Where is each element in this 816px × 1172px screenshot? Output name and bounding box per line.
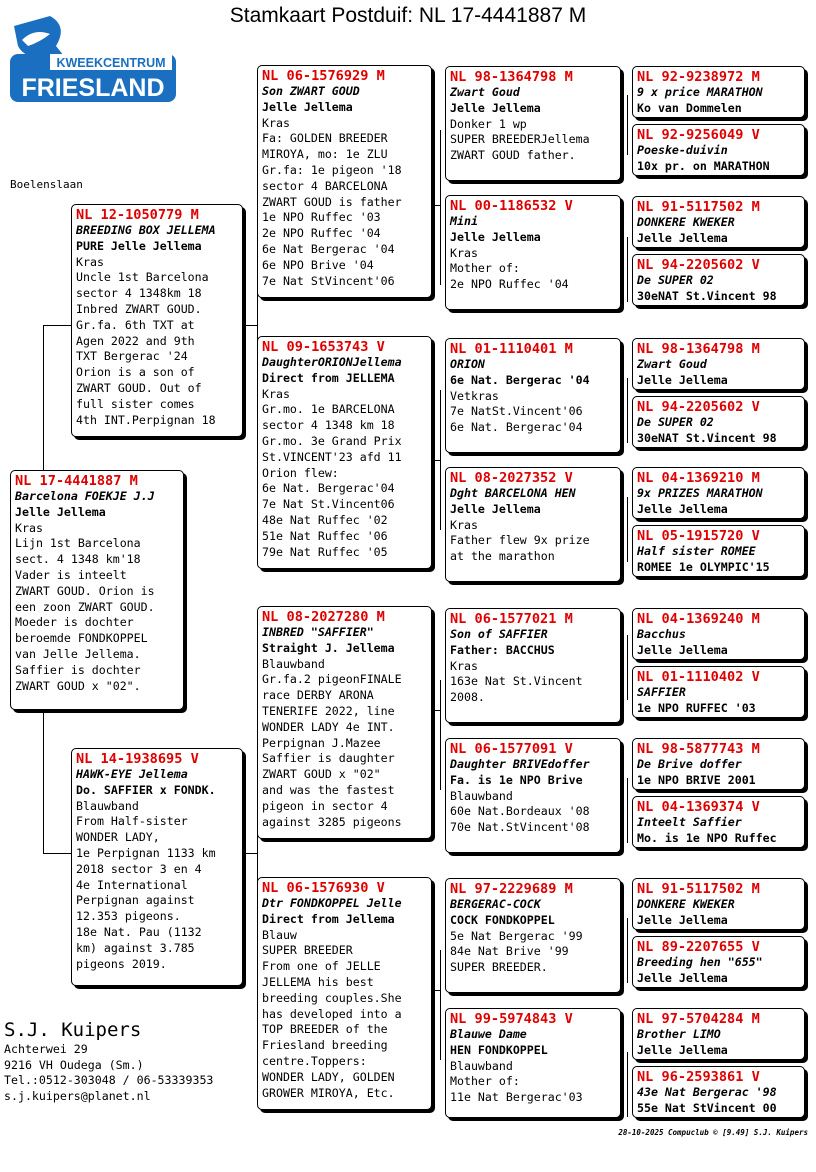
connector-line <box>440 390 441 530</box>
info-line: against 3285 pigeons <box>262 814 402 829</box>
pigeon-card-sire <box>71 204 243 437</box>
owner-address: Achterwei 29 <box>4 1042 88 1056</box>
logo-line1: KWEEKCENTRUM <box>56 56 166 70</box>
info-line: 2018 sector 3 en 4 <box>76 861 202 876</box>
pigeon-card-gen4-9 <box>632 608 805 660</box>
pigeon-breeder: 55e Nat StVincent 00 <box>637 1100 777 1115</box>
pigeon-breeder: Jelle Jellema <box>450 229 541 244</box>
pigeon-card-gen3-7 <box>445 878 621 993</box>
connector-line <box>432 205 440 206</box>
info-line: at the marathon <box>450 549 555 564</box>
pigeon-card-gen4-6 <box>632 396 805 448</box>
pigeon-card-gen2-4 <box>257 877 432 1110</box>
info-line: Gr.fa: 1e pigeon '18 <box>262 162 402 177</box>
ring-number: NL 96-2593861 V <box>637 1069 760 1085</box>
pigeon-card-gen4-13 <box>632 878 805 930</box>
pigeon-card-gen4-11 <box>632 738 805 790</box>
info-line: 6e Nat. Bergerac'04 <box>262 481 395 496</box>
info-line: Father flew 9x prize <box>450 533 590 548</box>
info-line: Saffier is dochter <box>15 662 141 677</box>
pigeon-breeder: COCK FONDKOPPEL <box>450 912 555 927</box>
info-line: Uncle 1st Barcelona <box>76 270 209 285</box>
info-line: Blauwband <box>450 1058 513 1073</box>
info-line: breeding couples.She <box>262 990 402 1005</box>
info-line: Moeder is dochter <box>15 615 134 630</box>
info-line: Inbred ZWART GOUD. <box>76 301 202 316</box>
info-line: 51e Nat Ruffec '06 <box>262 528 388 543</box>
info-line: Vader is inteelt <box>15 567 127 582</box>
info-line: 4e International <box>76 877 188 892</box>
pigeon-card-gen4-12 <box>632 796 805 848</box>
info-line: 48e Nat Ruffec '02 <box>262 512 388 527</box>
pigeon-breeder: Jelle Jellema <box>637 970 728 985</box>
pigeon-name: BERGERAC-COCK <box>450 897 541 911</box>
pigeon-name: Son of SAFFIER <box>450 627 548 641</box>
pigeon-card-gen4-14 <box>632 936 805 988</box>
pigeon-breeder: PURE Jelle Jellema <box>76 238 202 253</box>
info-line: Kras <box>262 386 290 401</box>
info-line: WONDER LADY 4e INT. <box>262 719 395 734</box>
info-line: Orion is a son of <box>76 365 195 380</box>
pigeon-name: Breeding hen "655" <box>637 955 763 969</box>
ring-number: NL 04-1369374 V <box>637 799 760 815</box>
info-line: WONDER LADY, GOLDEN <box>262 1069 395 1084</box>
ring-number: NL 01-1110402 V <box>637 669 760 685</box>
ring-number: NL 08-2027352 V <box>450 470 573 486</box>
connector-line <box>627 237 628 302</box>
pigeon-name: HAWK-EYE Jellema <box>76 767 188 781</box>
pigeon-name: Blauwe Dame <box>450 1027 527 1041</box>
info-line: Kras <box>76 254 104 269</box>
info-line: Kras <box>450 658 478 673</box>
info-line: MIROYA, mo: 1e ZLU <box>262 147 388 162</box>
connector-line <box>432 460 440 461</box>
ring-number: NL 91-5117502 M <box>637 199 760 215</box>
pigeon-card-gen4-4 <box>632 254 805 306</box>
ring-number: NL 06-1577021 M <box>450 611 573 627</box>
info-line: ZWART GOUD. Out of <box>76 380 202 395</box>
ring-number: NL 89-2207655 V <box>637 939 760 955</box>
pigeon-breeder: Jelle Jellema <box>637 642 728 657</box>
info-line: 4th INT.Perpignan 18 <box>76 412 216 427</box>
ring-number: NL 06-1576929 M <box>262 68 385 84</box>
connector-line <box>43 853 71 854</box>
pigeon-name: Mini <box>450 214 478 228</box>
info-line: race DERBY ARONA <box>262 688 374 703</box>
ring-number: NL 98-5877743 M <box>637 741 760 757</box>
info-line: 60e Nat.Bordeaux '08 <box>450 804 590 819</box>
pigeon-card-gen4-7 <box>632 467 805 519</box>
info-line: 1e NPO Ruffec '03 <box>262 210 381 225</box>
ring-number: NL 97-2229689 M <box>450 881 573 897</box>
connector-line <box>627 1052 628 1117</box>
pigeon-card-gen3-4 <box>445 467 621 582</box>
info-line: Vetkras <box>450 388 499 403</box>
pigeon-card-gen3-5 <box>445 608 621 723</box>
pigeon-breeder: 1e NPO RUFFEC '03 <box>637 700 756 715</box>
pigeon-card-gen4-8 <box>632 525 805 577</box>
info-line: pigeon in sector 4 <box>262 798 388 813</box>
info-line: sector 4 1348 km 18 <box>262 418 395 433</box>
info-line: Blauwband <box>76 798 139 813</box>
info-line: Perpignan J.Mazee <box>262 735 381 750</box>
info-line: ZWART GOUD father. <box>450 148 576 163</box>
pigeon-card-gen3-8 <box>445 1008 621 1118</box>
pigeon-name: Zwart Goud <box>637 357 707 371</box>
ring-number: NL 92-9238972 M <box>637 69 760 85</box>
pigeon-breeder: Do. SAFFIER x FONDK. <box>76 782 216 797</box>
pigeon-card-gen4-3 <box>632 196 805 248</box>
pigeon-breeder: Jelle Jellema <box>637 230 728 245</box>
info-line: Gr.mo. 1e BARCELONA <box>262 402 395 417</box>
footer-credit: 28-10-2025 Compuclub © [9.49] S.J. Kuipers <box>618 1128 808 1137</box>
info-line: has developed into a <box>262 1006 402 1021</box>
pigeon-name: DONKERE KWEKER <box>637 897 735 911</box>
pigeon-name: Inteelt Saffier <box>637 815 742 829</box>
info-line: sector 4 BARCELONA <box>262 178 388 193</box>
info-line: Blauwband <box>262 656 325 671</box>
info-line: and was the fastest <box>262 782 395 797</box>
pigeon-name: ORION <box>450 357 485 371</box>
pigeon-breeder: 10x pr. on MARATHON <box>637 158 770 173</box>
info-line: een zoon ZWART GOUD. <box>15 599 155 614</box>
info-line: ZWART GOUD x "02" <box>262 767 381 782</box>
pigeon-card-gen3-2 <box>445 195 621 310</box>
connector-line <box>43 325 71 326</box>
ring-number: NL 08-2027280 M <box>262 609 385 625</box>
ring-number: NL 06-1576930 V <box>262 880 385 896</box>
info-line: 11e Nat Bergerac'03 <box>450 1090 583 1105</box>
ring-number: NL 94-2205602 V <box>637 399 760 415</box>
ring-number: NL 00-1186532 V <box>450 198 573 214</box>
ring-number: NL 94-2205602 V <box>637 257 760 273</box>
owner-phone: Tel.:0512-303048 / 06-53339353 <box>4 1073 214 1088</box>
info-line: Mother of: <box>450 1074 520 1089</box>
info-line: Gr.fa. 6th TXT at <box>76 317 195 332</box>
connector-line <box>43 710 44 853</box>
ring-number: NL 12-1050779 M <box>76 207 199 223</box>
info-line: JELLEMA his best <box>262 974 374 989</box>
info-line: 6e Nat Bergerac '04 <box>262 241 395 256</box>
pigeon-card-gen4-2 <box>632 124 805 176</box>
pigeon-card-gen2-1 <box>257 65 432 298</box>
info-line: Saffier is daughter <box>262 751 395 766</box>
pigeon-name: Half sister ROMEE <box>637 544 756 558</box>
pigeon-breeder: Ko van Dommelen <box>637 100 742 115</box>
info-line: Blauwband <box>450 788 513 803</box>
info-line: 7e Nat St.Vincent06 <box>262 497 395 512</box>
connector-line <box>243 325 257 326</box>
ring-number: NL 17-4441887 M <box>15 473 138 489</box>
ring-number: NL 97-5704284 M <box>637 1011 760 1027</box>
pigeon-card-subject <box>10 470 184 710</box>
pigeon-name: Barcelona FOEKJE J.J <box>15 489 155 503</box>
connector-line <box>43 325 44 470</box>
ring-number: NL 99-5974843 V <box>450 1011 573 1027</box>
info-line: 18e Nat. Pau (1132 <box>76 924 202 939</box>
connector-line <box>243 853 257 854</box>
pigeon-card-gen4-5 <box>632 338 805 390</box>
pigeon-breeder: Jelle Jellema <box>15 504 106 519</box>
info-line: Gr.fa.2 pigeonFINALE <box>262 672 402 687</box>
pigeon-card-gen4-1 <box>632 66 805 118</box>
pigeon-card-gen3-1 <box>445 66 621 181</box>
owner-name: S.J. Kuipers <box>4 1019 142 1041</box>
connector-line <box>627 378 628 443</box>
pigeon-name: BREEDING BOX JELLEMA <box>76 223 216 237</box>
pigeon-name: Poeske-duivin <box>637 143 728 157</box>
info-line: 163e Nat St.Vincent <box>450 674 583 689</box>
connector-line <box>627 778 628 843</box>
info-line: Fa: GOLDEN BREEDER <box>262 131 388 146</box>
pigeon-breeder: HEN FONDKOPPEL <box>450 1042 548 1057</box>
info-line: beroemde FONDKOPPEL <box>15 631 148 646</box>
pigeon-name: Brother LIMO <box>637 1027 721 1041</box>
location-label: Boelenslaan <box>10 178 83 191</box>
info-line: Friesland breeding <box>262 1038 388 1053</box>
ring-number: NL 06-1577091 V <box>450 741 573 757</box>
connector-line <box>440 680 441 790</box>
pigeon-name: Zwart Goud <box>450 85 520 99</box>
info-line: Orion flew: <box>262 465 339 480</box>
info-line: TXT Bergerac '24 <box>76 349 188 364</box>
pigeon-card-gen2-2 <box>257 336 432 569</box>
pigeon-card-gen3-3 <box>445 338 621 453</box>
connector-line <box>432 990 440 991</box>
info-line: sect. 4 1348 km'18 <box>15 552 141 567</box>
info-line: St.VINCENT'23 afd 11 <box>262 449 402 464</box>
owner-city: 9216 VH Oudega (Sm.) <box>4 1057 144 1072</box>
pigeon-breeder: Fa. is 1e NPO Brive <box>450 772 583 787</box>
connector-line <box>440 130 441 285</box>
info-line: Mother of: <box>450 261 520 276</box>
connector-line <box>627 918 628 983</box>
info-line: Kras <box>15 520 43 535</box>
page-title: Stamkaart Postduif: NL 17-4441887 M <box>229 4 587 27</box>
info-line: ZWART GOUD x "02". <box>15 678 141 693</box>
info-line: Gr.mo. 3e Grand Prix <box>262 433 402 448</box>
pigeon-breeder: Direct from JELLEMA <box>262 370 395 385</box>
pigeon-name: DaughterORIONJellema <box>262 355 402 369</box>
info-line: From one of JELLE <box>262 959 381 974</box>
ring-number: NL 14-1938695 V <box>76 751 199 767</box>
pigeon-name: De Brive doffer <box>637 757 742 771</box>
info-line: 7e Nat StVincent'06 <box>262 273 395 288</box>
dove-logo-icon <box>10 16 176 102</box>
owner-email[interactable]: s.j.kuipers@planet.nl <box>4 1088 151 1103</box>
pigeon-breeder: Jelle Jellema <box>262 99 353 114</box>
pigeon-card-gen3-6 <box>445 738 621 853</box>
info-line: sector 4 1348km 18 <box>76 286 202 301</box>
info-line: TENERIFE 2022, line <box>262 703 395 718</box>
pigeon-name: Dtr FONDKOPPEL Jelle <box>262 896 402 910</box>
info-line: GROWER MIROYA, Etc. <box>262 1085 395 1100</box>
connector-line <box>440 950 441 1060</box>
info-line: SUPER BREEDER <box>262 943 353 958</box>
ring-number: NL 91-5117502 M <box>637 881 760 897</box>
ring-number: NL 04-1369240 M <box>637 611 760 627</box>
info-line: ZWART GOUD is father <box>262 194 402 209</box>
pigeon-breeder: 30eNAT St.Vincent 98 <box>637 430 777 445</box>
pigeon-breeder: ROMEE 1e OLYMPIC'15 <box>637 559 770 574</box>
ring-number: NL 98-1364798 M <box>450 69 573 85</box>
pigeon-breeder: Jelle Jellema <box>450 100 541 115</box>
pigeon-card-gen2-3 <box>257 606 432 839</box>
pigeon-name: Dght BARCELONA HEN <box>450 486 576 500</box>
pigeon-name: INBRED "SAFFIER" <box>262 625 374 639</box>
pigeon-name: De SUPER 02 <box>637 273 714 287</box>
pigeon-breeder: Jelle Jellema <box>637 372 728 387</box>
pigeon-card-gen4-16 <box>632 1066 805 1118</box>
connector-line <box>627 635 628 700</box>
pigeon-name: SAFFIER <box>637 685 686 699</box>
pigeon-breeder: 30eNAT St.Vincent 98 <box>637 288 777 303</box>
pigeon-name: Daughter BRIVEdoffer <box>450 757 590 771</box>
pigeon-breeder: Jelle Jellema <box>637 501 728 516</box>
info-line: ZWART GOUD. Orion is <box>15 583 155 598</box>
ring-number: NL 98-1364798 M <box>637 341 760 357</box>
info-line: pigeons 2019. <box>76 956 167 971</box>
pigeon-breeder: Straight J. Jellema <box>262 640 395 655</box>
info-line: 2e NPO Ruffec '04 <box>450 277 569 292</box>
info-line: 84e Nat Brive '99 <box>450 944 569 959</box>
info-line: Perpignan against <box>76 893 195 908</box>
info-line: Agen 2022 and 9th <box>76 333 195 348</box>
info-line: From Half-sister <box>76 814 188 829</box>
connector-line <box>627 95 628 155</box>
info-line: 2e NPO Ruffec '04 <box>262 226 381 241</box>
pigeon-name: 9 x price MARATHON <box>637 85 763 99</box>
ring-number: NL 01-1110401 M <box>450 341 573 357</box>
info-line: van Jelle Jellema. <box>15 646 141 661</box>
kweekcentrum-friesland-logo <box>10 16 176 102</box>
info-line: TOP BREEDER of the <box>262 1022 388 1037</box>
pigeon-breeder: Jelle Jellema <box>450 501 541 516</box>
pigeon-name: 43e Nat Bergerac '98 <box>637 1085 777 1099</box>
info-line: 2008. <box>450 690 485 705</box>
info-line: 70e Nat.StVincent'08 <box>450 820 590 835</box>
pigeon-card-gen4-10 <box>632 666 805 718</box>
pigeon-name: Son ZWART GOUD <box>262 84 360 98</box>
ring-number: NL 04-1369210 M <box>637 470 760 486</box>
pigeon-name: DONKERE KWEKER <box>637 215 735 229</box>
logo-line2: FRIESLAND <box>21 74 165 102</box>
info-line: 6e Nat. Bergerac'04 <box>450 420 583 435</box>
ring-number: NL 05-1915720 V <box>637 528 760 544</box>
pigeon-breeder: 6e Nat. Bergerac '04 <box>450 372 590 387</box>
info-line: SUPER BREEDERJellema <box>450 132 590 147</box>
info-line: Kras <box>450 245 478 260</box>
info-line: centre.Toppers: <box>262 1053 367 1068</box>
info-line: Kras <box>262 115 290 130</box>
pigeon-breeder: Direct from Jellema <box>262 911 395 926</box>
pigeon-name: 9x PRIZES MARATHON <box>637 486 763 500</box>
info-line: 5e Nat Bergerac '99 <box>450 928 583 943</box>
info-line: 12.353 pigeons. <box>76 909 181 924</box>
connector-line <box>432 710 440 711</box>
info-line: 6e NPO Brive '04 <box>262 257 374 272</box>
info-line: 1e Perpignan 1133 km <box>76 845 216 860</box>
info-line: WONDER LADY, <box>76 830 160 845</box>
connector-line <box>627 497 628 562</box>
pigeon-breeder: 1e NPO BRIVE 2001 <box>637 772 756 787</box>
pigeon-breeder: Mo. is 1e NPO Ruffec <box>637 830 777 845</box>
pigeon-card-gen4-15 <box>632 1008 805 1060</box>
info-line: SUPER BREEDER. <box>450 960 548 975</box>
info-line: full sister comes <box>76 396 195 411</box>
info-line: Donker 1 wp <box>450 116 527 131</box>
pigeon-name: De SUPER 02 <box>637 415 714 429</box>
owner-info <box>4 1018 213 1104</box>
pigeon-breeder: Father: BACCHUS <box>450 642 555 657</box>
info-line: 79e Nat Ruffec '05 <box>262 544 388 559</box>
pigeon-name: Bacchus <box>637 627 686 641</box>
info-line: 7e NatSt.Vincent'06 <box>450 404 583 419</box>
info-line: Blauw <box>262 927 297 942</box>
pigeon-breeder: Jelle Jellema <box>637 912 728 927</box>
pigeon-card-dam <box>71 748 243 986</box>
info-line: Kras <box>450 517 478 532</box>
ring-number: NL 09-1653743 V <box>262 339 385 355</box>
info-line: Lijn 1st Barcelona <box>15 536 141 551</box>
pigeon-breeder: Jelle Jellema <box>637 1042 728 1057</box>
info-line: km) against 3.785 <box>76 940 195 955</box>
ring-number: NL 92-9256049 V <box>637 127 760 143</box>
